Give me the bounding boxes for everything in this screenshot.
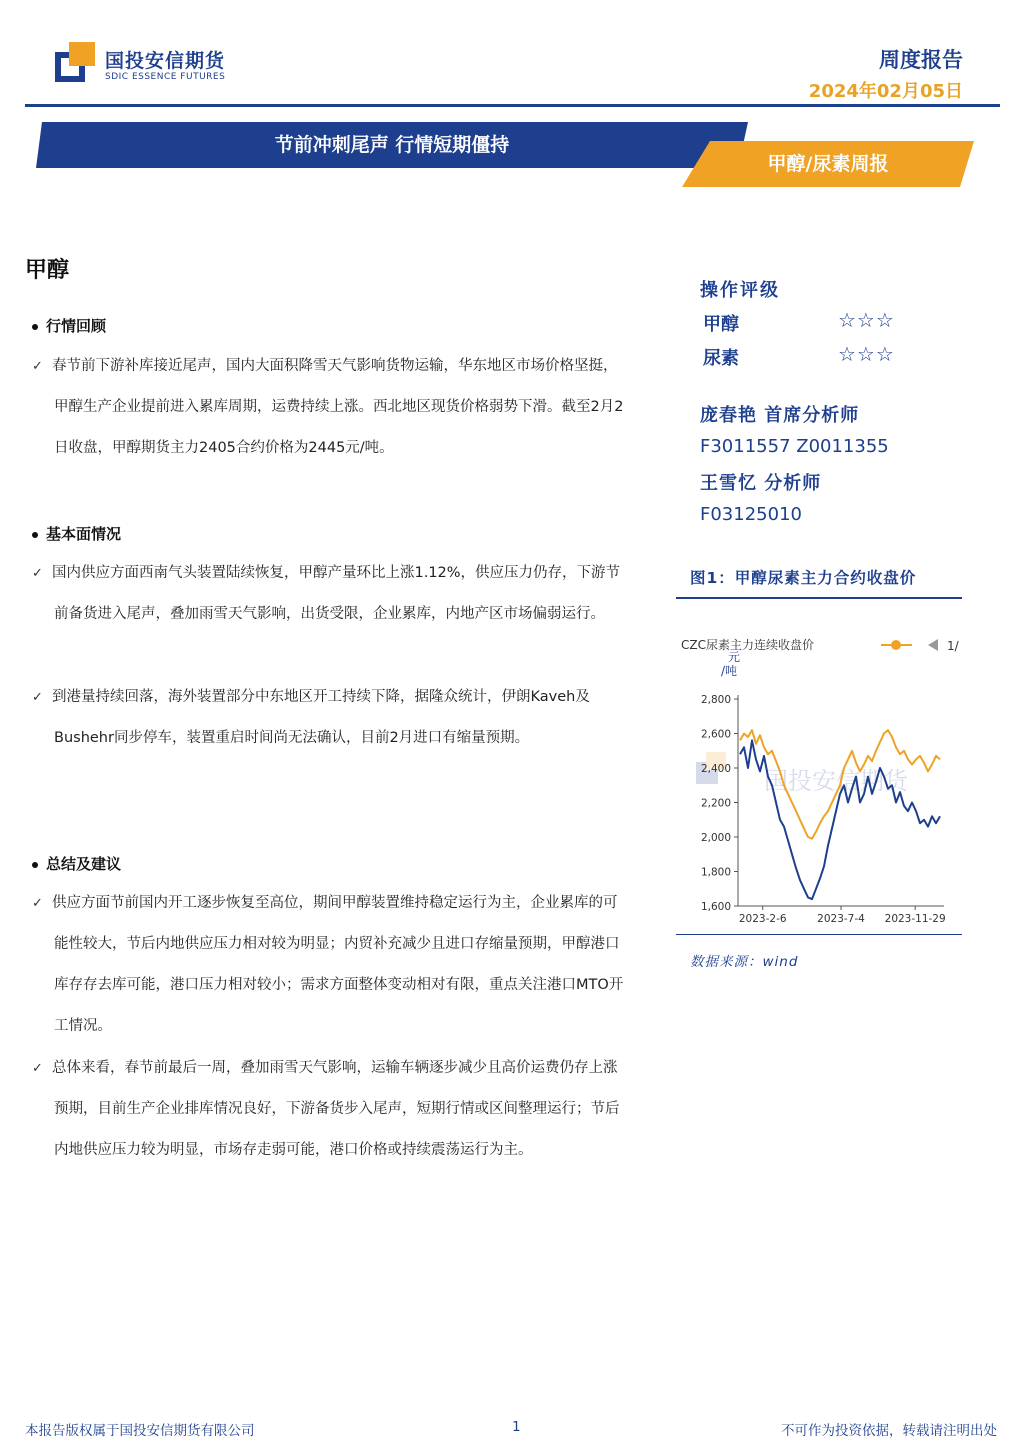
legend-label: CZC尿素主力连续收盘价 xyxy=(681,638,814,652)
paragraph-summary-2: ✓ 总体来看，春节前最后一周，叠加雨雪天气影响，运输车辆逐步减少且高价运费仍存上涨预期，目前生产企业排库情况良好，下游备货步入尾声，短期行情或区间整理运行；节后内地供应压力较为明显，市场存走弱可能，港口价格或持续震荡运行为主。 xyxy=(32,1048,624,1171)
report-date: 2024年02月05日 xyxy=(808,81,963,102)
y-tick-label: 1,600 xyxy=(700,901,731,913)
report-subtitle: 甲醇/尿素周报 xyxy=(767,153,889,175)
price-chart xyxy=(676,612,962,932)
analyst-license-2: F03125010 xyxy=(700,504,802,525)
y-tick-label: 2,800 xyxy=(700,694,731,706)
analyst-name-1: 庞春艳 首席分析师 xyxy=(700,405,860,426)
rating-stars-urea: ☆☆☆ xyxy=(838,342,895,366)
report-title: 节前冲刺尾声 行情短期僵持 xyxy=(274,134,510,156)
y-tick-label: 2,600 xyxy=(700,728,731,741)
page-number: 1 xyxy=(512,1419,521,1435)
footer-disclaimer: 不可作为投资依据，转载请注明出处 xyxy=(781,1423,997,1439)
company-logo xyxy=(55,42,235,88)
bullet-heading-review: 行情回顾 xyxy=(32,315,106,336)
bullet-dot-icon xyxy=(32,862,38,868)
y-tick-label: 1,800 xyxy=(700,866,731,879)
series-line-2 xyxy=(740,740,940,899)
y-axis-unit: 元/吨 xyxy=(721,650,741,678)
rating-name-urea: 尿素 xyxy=(703,348,739,369)
data-source: 数据来源：wind xyxy=(690,954,799,970)
bullet-heading-summary: 总结及建议 xyxy=(32,853,121,874)
header-divider xyxy=(25,104,1000,107)
checkmark-icon: ✓ xyxy=(32,359,43,374)
legend-prev-icon[interactable] xyxy=(928,639,938,651)
legend-marker xyxy=(891,640,901,650)
rating-title: 操作评级 xyxy=(700,280,780,301)
logo-mark-icon xyxy=(55,42,97,84)
analyst-name-2: 王雪忆 分析师 xyxy=(700,473,822,494)
figure-rule-bottom xyxy=(676,934,962,935)
checkmark-icon: ✓ xyxy=(32,896,43,911)
checkmark-icon: ✓ xyxy=(32,566,43,581)
y-tick-label: 2,400 xyxy=(700,763,731,775)
paragraph-review-1: ✓ 春节前下游补库接近尾声，国内大面积降雪天气影响货物运输，华东地区市场价格坚挺，甲醇生产企业提前进入累库周期，运费持续上涨。西北地区现货价格弱势下滑。截至2月2日收盘，甲醇期货主力2405合约价格为2445元/吨。 xyxy=(32,346,624,469)
svg-text:国投安信期货: 国投安信期货 xyxy=(764,767,908,795)
y-tick-label: 2,000 xyxy=(700,832,731,844)
rating-name-methanol: 甲醇 xyxy=(703,314,739,335)
logo-text-en: SDIC ESSENCE FUTURES xyxy=(105,72,226,82)
figure-rule-top xyxy=(676,597,962,599)
y-tick-label: 2,200 xyxy=(700,797,731,810)
section-title: 甲醇 xyxy=(25,258,70,283)
bullet-dot-icon xyxy=(32,532,38,538)
paragraph-fundamentals-1: ✓ 国内供应方面西南气头装置陆续恢复，甲醇产量环比上涨1.12%，供应压力仍存，下游节前备货进入尾声，叠加雨雪天气影响，出货受限，企业累库，内地产区市场偏弱运行。 xyxy=(32,553,624,635)
paragraph-summary-1: ✓ 供应方面节前国内开工逐步恢复至高位，期间甲醇装置维持稳定运行为主，企业累库的可能性较大，节后内地供应压力相对较为明显；内贸补充减少且进口存缩量预期，甲醇港口库存存去库可能，港口压力相对较小；需求方面整体变动相对有限，重点关注港口MTO开工情况。 xyxy=(32,883,624,1047)
x-tick-label: 2023-2-6 xyxy=(738,913,787,925)
logo-text-cn: 国投安信期货 xyxy=(105,50,226,72)
x-tick-label: 2023-11-29 xyxy=(884,913,946,925)
bullet-heading-fundamentals: 基本面情况 xyxy=(32,523,121,544)
bullet-dot-icon xyxy=(32,324,38,330)
rating-stars-methanol: ☆☆☆ xyxy=(838,308,895,332)
checkmark-icon: ✓ xyxy=(32,1061,43,1076)
paragraph-fundamentals-2: ✓ 到港量持续回落，海外装置部分中东地区开工持续下降，据隆众统计，伊朗Kaveh及Bushehr同步停车，装置重启时间尚无法确认，目前2月进口有缩量预期。 xyxy=(32,677,624,759)
figure-title: 图1：甲醇尿素主力合约收盘价 xyxy=(690,569,917,587)
checkmark-icon: ✓ xyxy=(32,690,43,705)
report-type: 周度报告 xyxy=(879,48,963,72)
analyst-license-1: F3011557 Z0011355 xyxy=(700,436,889,457)
footer-copyright: 本报告版权属于国投安信期货有限公司 xyxy=(25,1423,255,1439)
legend-page: 1/ xyxy=(947,639,959,653)
x-tick-label: 2023-7-4 xyxy=(817,913,865,925)
